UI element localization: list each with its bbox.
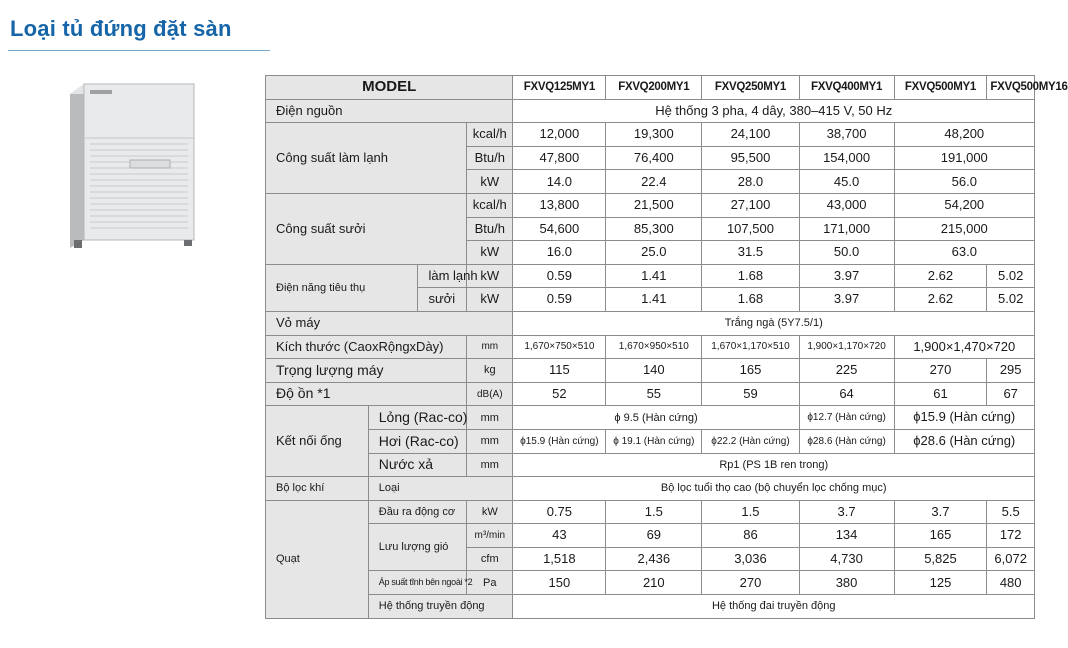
- value-cell: 19,300: [606, 123, 702, 147]
- value-cell: 50.0: [799, 241, 894, 265]
- mode-label: sưởi: [418, 288, 467, 312]
- dimensions-label: Kích thước (CaoxRộngxDày): [266, 335, 467, 359]
- value-cell: 1,670×950×510: [606, 335, 702, 359]
- value-cell: 54,600: [513, 217, 606, 241]
- value-cell: 24,100: [702, 123, 799, 147]
- title-underline: [8, 50, 270, 51]
- value-cell: 1.41: [606, 288, 702, 312]
- air-filter-label: Bộ lọc khí: [266, 477, 369, 501]
- value-cell: 55: [606, 382, 702, 406]
- value-cell: 1,518: [513, 547, 606, 571]
- value-cell: 31.5: [702, 241, 799, 265]
- value-cell: 3.7: [894, 500, 987, 524]
- value-cell: 165: [702, 359, 799, 383]
- power-consumption-label: Điện năng tiêu thụ: [266, 264, 418, 311]
- piping-label: Kết nối ống: [266, 406, 369, 477]
- page-title: Loại tủ đứng đặt sàn: [10, 16, 232, 41]
- value-cell: ϕ22.2 (Hàn cứng): [702, 429, 799, 453]
- model-name: FXVQ500MY1: [894, 76, 987, 100]
- value-cell: 63.0: [894, 241, 1034, 265]
- air-filter-value: Bộ lọc tuổi thọ cao (bộ chuyển lọc chống mục): [513, 477, 1035, 501]
- power-supply-label: Điện nguồn: [266, 99, 513, 123]
- value-cell: 0.59: [513, 288, 606, 312]
- unit-cell: kg: [467, 359, 513, 383]
- value-cell: 1.41: [606, 264, 702, 288]
- value-cell: 270: [702, 571, 799, 595]
- value-cell: 1,900×1,170×720: [799, 335, 894, 359]
- value-cell: 1,670×750×510: [513, 335, 606, 359]
- value-cell: ϕ15.9 (Hàn cứng): [894, 406, 1034, 430]
- value-cell: 27,100: [702, 193, 799, 217]
- model-name: FXVQ125MY1: [513, 76, 606, 100]
- value-cell: 22.4: [606, 170, 702, 194]
- value-cell: 480: [987, 571, 1035, 595]
- value-cell: 21,500: [606, 193, 702, 217]
- value-cell: ϕ15.9 (Hàn cứng): [513, 429, 606, 453]
- value-cell: ϕ 9.5 (Hàn cứng): [513, 406, 799, 430]
- weight-label: Trọng lượng máy: [266, 359, 467, 383]
- model-header: MODEL: [266, 76, 513, 100]
- value-cell: 1,670×1,170×510: [702, 335, 799, 359]
- cooling-capacity-label: Công suất làm lạnh: [266, 123, 467, 194]
- value-cell: 1,900×1,470×720: [894, 335, 1034, 359]
- value-cell: 215,000: [894, 217, 1034, 241]
- value-cell: 38,700: [799, 123, 894, 147]
- fan-label: Quạt: [266, 500, 369, 618]
- value-cell: 16.0: [513, 241, 606, 265]
- unit-cell: kcal/h: [467, 123, 513, 147]
- noise-label: Độ ồn *1: [266, 382, 467, 406]
- unit-cell: kW: [467, 241, 513, 265]
- value-cell: 64: [799, 382, 894, 406]
- value-cell: ϕ12.7 (Hàn cứng): [799, 406, 894, 430]
- unit-cell: dB(A): [467, 382, 513, 406]
- value-cell: 61: [894, 382, 987, 406]
- spec-table: [265, 75, 1068, 619]
- value-cell: 48,200: [894, 123, 1034, 147]
- value-cell: 52: [513, 382, 606, 406]
- value-cell: 0.59: [513, 264, 606, 288]
- model-name: FXVQ250MY1: [702, 76, 799, 100]
- model-name: FXVQ500MY16: [987, 76, 1035, 100]
- value-cell: 59: [702, 382, 799, 406]
- unit-cell: Btu/h: [467, 146, 513, 170]
- value-cell: 3.97: [799, 264, 894, 288]
- value-cell: 54,200: [894, 193, 1034, 217]
- value-cell: 69: [606, 524, 702, 548]
- value-cell: 86: [702, 524, 799, 548]
- liquid-pipe-label: Lỏng (Rac-co): [368, 406, 466, 430]
- value-cell: ϕ 19.1 (Hàn cứng): [606, 429, 702, 453]
- unit-cell: kW: [467, 170, 513, 194]
- value-cell: 47,800: [513, 146, 606, 170]
- drive-system-label: Hệ thống truyền động: [368, 595, 513, 619]
- model-name: FXVQ200MY1: [606, 76, 702, 100]
- unit-cell: Btu/h: [467, 217, 513, 241]
- value-cell: 43: [513, 524, 606, 548]
- value-cell: ϕ28.6 (Hàn cứng): [894, 429, 1034, 453]
- value-cell: 125: [894, 571, 987, 595]
- value-cell: 107,500: [702, 217, 799, 241]
- value-cell: 191,000: [894, 146, 1034, 170]
- value-cell: 1.5: [606, 500, 702, 524]
- mode-label: làm lạnh: [418, 264, 467, 288]
- value-cell: 4,730: [799, 547, 894, 571]
- heating-capacity-label: Công suất sưởi: [266, 193, 467, 264]
- value-cell: 210: [606, 571, 702, 595]
- value-cell: 13,800: [513, 193, 606, 217]
- value-cell: 3,036: [702, 547, 799, 571]
- value-cell: 1.68: [702, 264, 799, 288]
- unit-cell: kW: [467, 264, 513, 288]
- value-cell: 2,436: [606, 547, 702, 571]
- value-cell: 85,300: [606, 217, 702, 241]
- value-cell: 150: [513, 571, 606, 595]
- drain-value: Rp1 (PS 1B ren trong): [513, 453, 1035, 477]
- value-cell: 134: [799, 524, 894, 548]
- value-cell: 3.97: [799, 288, 894, 312]
- value-cell: 2.62: [894, 264, 987, 288]
- value-cell: 140: [606, 359, 702, 383]
- unit-cell: mm: [467, 406, 513, 430]
- value-cell: 14.0: [513, 170, 606, 194]
- value-cell: 6,072: [987, 547, 1035, 571]
- power-supply-value: Hệ thống 3 pha, 4 dây, 380–415 V, 50 Hz: [513, 99, 1035, 123]
- drive-system-value: Hệ thống đai truyền động: [513, 595, 1035, 619]
- unit-cell: Pa: [467, 571, 513, 595]
- airflow-label: Lưu lượng gió: [368, 524, 466, 571]
- unit-cell: mm: [467, 335, 513, 359]
- unit-cell: mm: [467, 453, 513, 477]
- static-pressure-label: Áp suất tĩnh bên ngoài *2: [368, 571, 466, 595]
- value-cell: 225: [799, 359, 894, 383]
- value-cell: 295: [987, 359, 1035, 383]
- value-cell: 28.0: [702, 170, 799, 194]
- gas-pipe-label: Hơi (Rac-co): [368, 429, 466, 453]
- value-cell: 5.02: [987, 288, 1035, 312]
- unit-cell: kW: [467, 288, 513, 312]
- unit-cell: cfm: [467, 547, 513, 571]
- model-name: FXVQ400MY1: [799, 76, 894, 100]
- value-cell: 95,500: [702, 146, 799, 170]
- unit-cell: kW: [467, 500, 513, 524]
- value-cell: 67: [987, 382, 1035, 406]
- casing-value: Trắng ngà (5Y7.5/1): [513, 311, 1035, 335]
- value-cell: 56.0: [894, 170, 1034, 194]
- casing-label: Vỏ máy: [266, 311, 513, 335]
- unit-cell: m³/min: [467, 524, 513, 548]
- value-cell: 45.0: [799, 170, 894, 194]
- value-cell: 115: [513, 359, 606, 383]
- value-cell: 2.62: [894, 288, 987, 312]
- value-cell: 380: [799, 571, 894, 595]
- value-cell: 76,400: [606, 146, 702, 170]
- unit-cell: kcal/h: [467, 193, 513, 217]
- value-cell: 3.7: [799, 500, 894, 524]
- drain-pipe-label: Nước xả: [368, 453, 466, 477]
- value-cell: 171,000: [799, 217, 894, 241]
- value-cell: 1.5: [702, 500, 799, 524]
- value-cell: 12,000: [513, 123, 606, 147]
- value-cell: 25.0: [606, 241, 702, 265]
- value-cell: 172: [987, 524, 1035, 548]
- value-cell: ϕ28.6 (Hàn cứng): [799, 429, 894, 453]
- unit-cell: mm: [467, 429, 513, 453]
- value-cell: 5.5: [987, 500, 1035, 524]
- value-cell: 1.68: [702, 288, 799, 312]
- motor-output-label: Đầu ra động cơ: [368, 500, 466, 524]
- value-cell: 165: [894, 524, 987, 548]
- value-cell: 5.02: [987, 264, 1035, 288]
- floor-standing-unit-image: [62, 80, 197, 255]
- value-cell: 270: [894, 359, 987, 383]
- value-cell: 43,000: [799, 193, 894, 217]
- air-filter-type-label: Loại: [368, 477, 513, 501]
- value-cell: 0.75: [513, 500, 606, 524]
- value-cell: 154,000: [799, 146, 894, 170]
- value-cell: 5,825: [894, 547, 987, 571]
